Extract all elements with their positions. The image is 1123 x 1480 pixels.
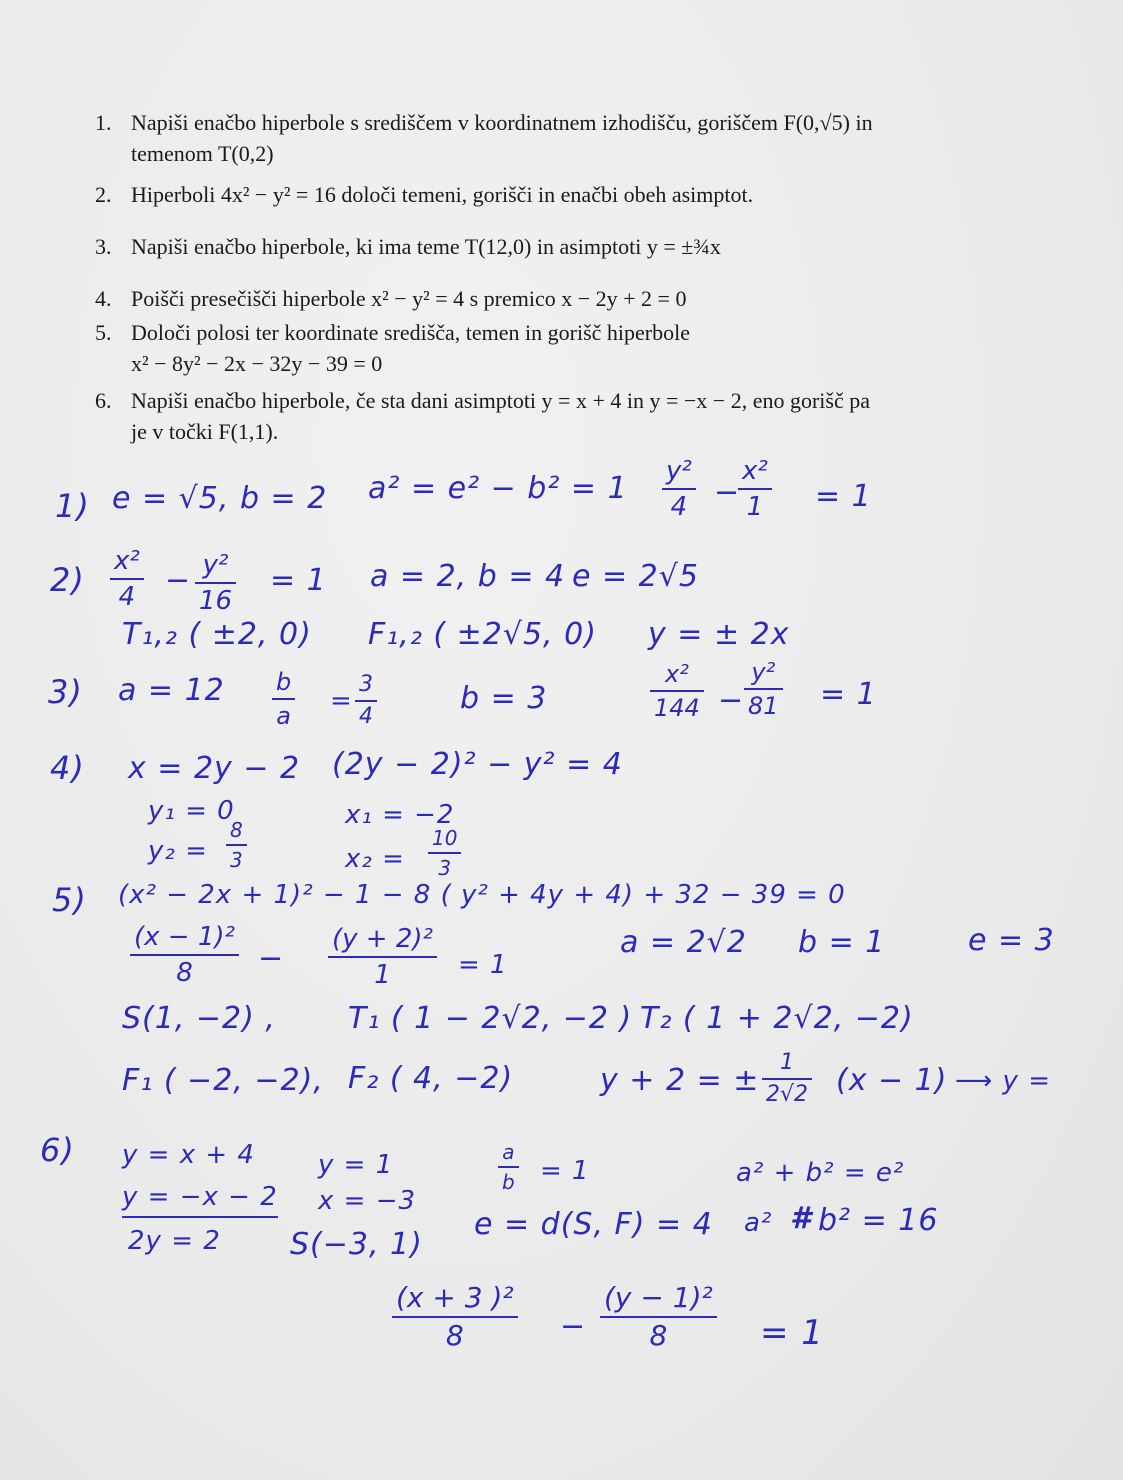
problem-text <box>131 318 1055 380</box>
numerator: y² <box>744 660 783 690</box>
a-squared: a² = e² − b² = 1 <box>368 471 628 506</box>
denominator: 8 <box>445 1319 464 1352</box>
fraction <box>762 1052 812 1106</box>
center: S(1, −2) , <box>122 1001 276 1036</box>
minus-sign: − <box>560 1309 587 1344</box>
minus-sign: − <box>714 475 741 510</box>
minus-sign: − <box>718 683 745 718</box>
fraction <box>355 674 377 728</box>
arrow-result: ⟶ y = <box>955 1066 1051 1096</box>
denominator: 1 <box>746 492 764 522</box>
focal-distance: e = 2√5 <box>572 559 699 594</box>
foci: F₁,₂ ( ±2√5, 0) <box>368 617 597 652</box>
problem-number: 2. <box>95 182 112 207</box>
numerator: 10 <box>428 828 461 854</box>
solution-label: 5) <box>52 881 87 919</box>
vertex-1: T₁ ( 1 − 2√2, −2 ) <box>348 1001 633 1036</box>
vertex-2: T₂ ( 1 + 2√2, −2) <box>640 1001 914 1036</box>
solution-label: 2) <box>50 561 85 599</box>
denominator: 2√2 <box>766 1082 809 1107</box>
fraction <box>738 458 772 520</box>
root-x2-label: x₂ = <box>345 844 405 874</box>
problem-number: 1. <box>95 110 112 135</box>
minus-sign: − <box>258 941 285 976</box>
fraction <box>392 1281 518 1352</box>
root-y2-label: y₂ = <box>148 836 208 866</box>
numerator: y² <box>195 552 236 584</box>
problem-3 <box>95 232 1055 263</box>
asymptote-2: y = −x − 2 <box>122 1184 278 1218</box>
semi-axis-a: a = 2√2 <box>620 925 747 960</box>
problem-text: Hiperboli 4x² − y² = 16 določi temeni, gorišči in enačbi obeh asimptot. <box>131 182 754 207</box>
problem-number: 5. <box>95 320 112 345</box>
numerator: 3 <box>355 674 377 702</box>
denominator: 3 <box>438 856 452 880</box>
focus-2: F₂ ( 4, −2) <box>348 1061 514 1096</box>
asymptote-lhs: y + 2 = ± <box>600 1063 760 1098</box>
solution-label: 6) <box>40 1131 75 1169</box>
denominator: 4 <box>359 704 373 729</box>
denominator: 4 <box>670 492 688 522</box>
problem-line: Določi polosi ter koordinate središča, temen in gorišč hiperbole <box>131 320 691 345</box>
equals-one: = 1 <box>820 677 877 712</box>
asymptote-1: y = x + 4 <box>122 1140 255 1170</box>
fraction <box>328 926 437 988</box>
denominator: 8 <box>176 958 193 988</box>
semi-axis-a: a = 12 <box>118 673 225 708</box>
problem-2 <box>95 180 1055 211</box>
numerator: a <box>498 1142 519 1168</box>
fraction <box>600 1281 717 1352</box>
numerator: x² <box>110 548 144 580</box>
equals-one: = 1 <box>458 950 508 980</box>
equals-one: = 1 <box>815 479 872 514</box>
numerator: (y + 2)² <box>328 926 437 958</box>
minus-sign: − <box>165 563 192 598</box>
root-x1: x₁ = −2 <box>345 800 455 830</box>
solution-label: 1) <box>55 487 90 525</box>
numerator: y² <box>662 458 696 490</box>
problem-line: Napiši enačbo hiperbole, če sta dani asimptoti y = x + 4 in y = −x − 2, eno gorišč pa <box>131 388 870 413</box>
denominator: 8 <box>649 1319 668 1352</box>
focal-distance: e = 3 <box>968 923 1055 958</box>
problem-line: Napiši enačbo hiperbole s središčem v koordinatnem izhodišču, goriščem F(0,√5) in <box>131 110 873 135</box>
center-y: y = 1 <box>318 1150 394 1180</box>
equals-sign: = <box>330 686 353 716</box>
relation-1: a² + b² = e² <box>736 1158 905 1188</box>
focus-1: F₁ ( −2, −2), <box>122 1063 324 1098</box>
problem-4 <box>95 284 1055 315</box>
problem-text <box>131 386 1055 448</box>
given-values: e = √5, b = 2 <box>112 481 328 516</box>
denominator: 144 <box>654 694 700 722</box>
vertices: T₁,₂ ( ±2, 0) <box>122 617 312 652</box>
denominator: 1 <box>374 960 391 990</box>
numerator: x² <box>650 662 704 692</box>
substitution-x: x = 2y − 2 <box>128 751 301 786</box>
numerator: 1 <box>762 1052 812 1080</box>
semi-axes: a = 2, b = 4 <box>370 559 566 594</box>
problem-line: temenom T(0,2) <box>131 140 274 166</box>
numerator: (y − 1)² <box>600 1284 717 1318</box>
denominator: 3 <box>230 848 243 872</box>
center-x: x = −3 <box>318 1186 417 1216</box>
fraction <box>226 820 247 870</box>
fraction <box>130 924 239 986</box>
fraction <box>662 458 696 520</box>
equals-one: = 1 <box>760 1313 824 1353</box>
center: S(−3, 1) <box>290 1227 423 1262</box>
equals-one: = 1 <box>270 563 327 598</box>
relation-2-a: a² <box>744 1208 773 1238</box>
numerator: (x − 1)² <box>130 924 239 956</box>
fraction <box>195 552 236 614</box>
solution-label: 4) <box>50 749 85 787</box>
problem-text <box>131 108 1055 170</box>
substituted-equation: (2y − 2)² − y² = 4 <box>332 747 623 782</box>
solution-label: 3) <box>48 673 83 711</box>
problem-text: Poišči presečišči hiperbole x² − y² = 4 s premico x − 2y + 2 = 0 <box>131 286 687 311</box>
fraction <box>498 1142 519 1192</box>
asymptote-rhs: (x − 1) <box>836 1063 948 1098</box>
denominator: 4 <box>118 582 136 612</box>
completing-square: (x² − 2x + 1)² − 1 − 8 ( y² + 4y + 4) + 32 − 39 = 0 <box>118 880 846 910</box>
root-y1: y₁ = 0 <box>148 796 235 826</box>
denominator: 16 <box>199 586 233 616</box>
semi-axis-b: b = 3 <box>460 681 548 716</box>
numerator: x² <box>738 458 772 490</box>
scribble-mark: # <box>790 1201 812 1236</box>
problem-5 <box>95 318 1055 380</box>
focal-distance: e = d(S, F) = 4 <box>474 1207 713 1242</box>
denominator: a <box>276 702 291 730</box>
problem-number: 6. <box>95 388 112 413</box>
problem-number: 3. <box>95 234 112 259</box>
fraction <box>650 662 704 720</box>
problem-number: 4. <box>95 286 112 311</box>
relation-2-rest: b² = 16 <box>818 1203 939 1238</box>
semi-axis-b: b = 1 <box>798 925 886 960</box>
fraction <box>744 660 783 718</box>
numerator: (x + 3 )² <box>392 1284 518 1318</box>
problem-text: Napiši enačbo hiperbole, ki ima teme T(12,0) in asimptoti y = ±¾x <box>131 234 721 259</box>
problem-line: x² − 8y² − 2x − 32y − 39 = 0 <box>131 350 383 376</box>
numerator: 8 <box>226 820 247 846</box>
numerator: b <box>272 670 295 700</box>
fraction <box>428 828 461 878</box>
fraction <box>272 670 295 728</box>
sum-of-equations: 2y = 2 <box>128 1226 221 1256</box>
problem-line: je v točki F(1,1). <box>131 418 279 444</box>
fraction <box>110 548 144 610</box>
asymptotes: y = ± 2x <box>648 617 790 652</box>
denominator: b <box>502 1170 515 1194</box>
ratio-equals: = 1 <box>540 1156 590 1186</box>
problem-1 <box>95 108 1055 170</box>
denominator: 81 <box>748 692 779 720</box>
problem-6 <box>95 386 1055 448</box>
